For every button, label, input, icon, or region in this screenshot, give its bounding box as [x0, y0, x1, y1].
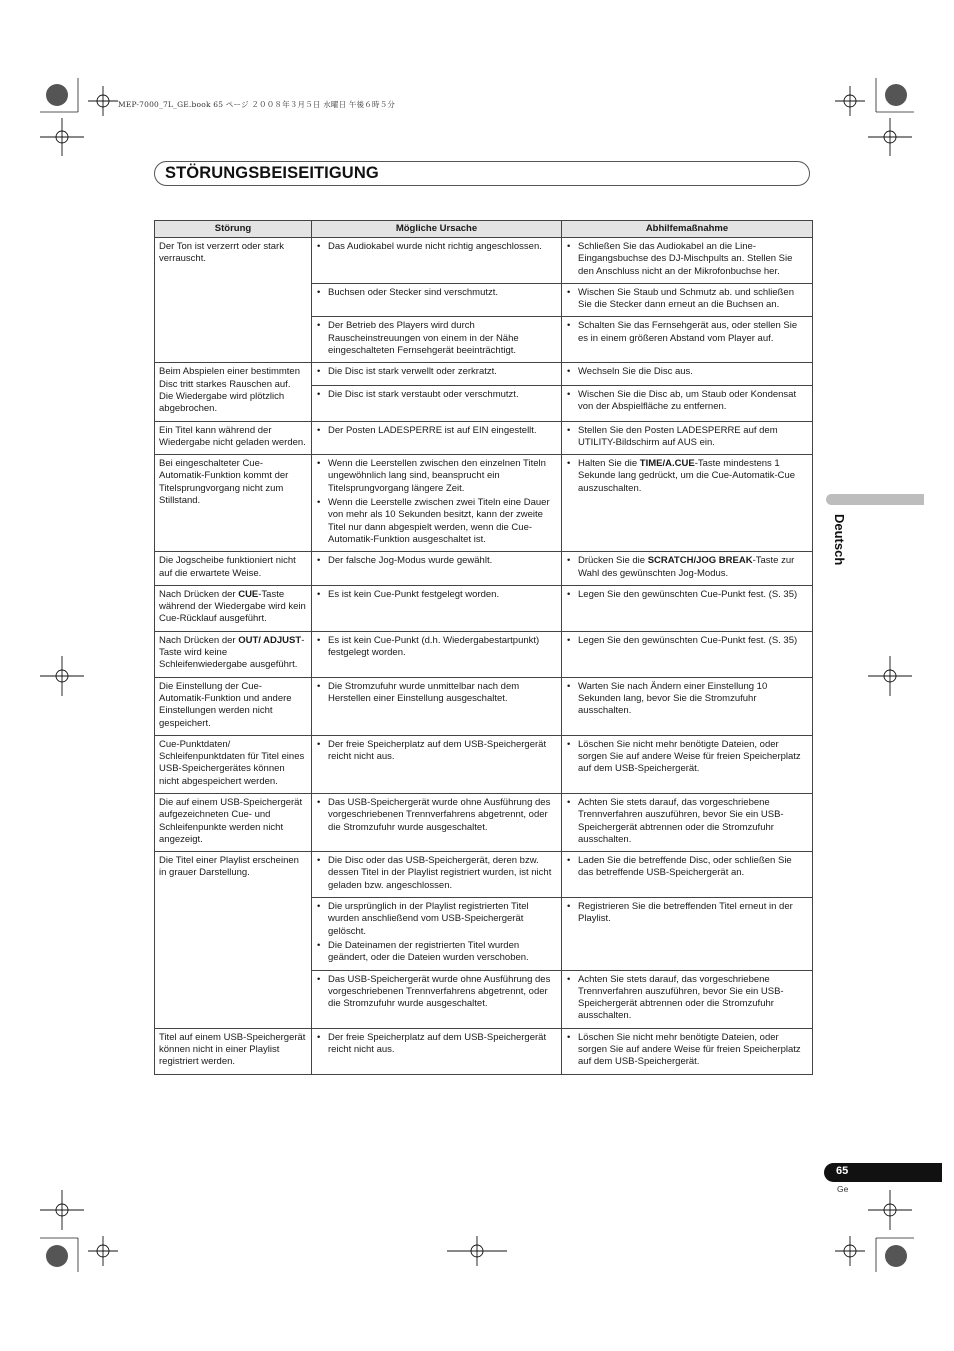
remedy-item — [578, 555, 808, 580]
cause-list — [316, 425, 557, 437]
remedy-list — [566, 589, 808, 601]
header-row — [155, 221, 813, 238]
page-number: 65 — [836, 1165, 849, 1177]
symptom-cell: Cue-Punktdaten/ Schleifenpunktdaten für Titel eines USB-Speichergerätes können nicht abgespeichert werden. — [155, 735, 312, 793]
remedy-list — [566, 555, 808, 580]
remedy-item: • Registrieren Sie die betreffenden Titel erneut in der Playlist. — [578, 901, 808, 926]
cause-list — [316, 366, 557, 378]
remedy-item: • Achten Sie stets darauf, das vorgeschriebene Trennverfahren auszuführen, bevor Sie ein USB-Speichergerät abtrennen oder die Stromzufuhr ausschalten. — [578, 974, 808, 1023]
cause-item: • Der falsche Jog-Modus wurde gewählt. — [328, 555, 557, 567]
remedy-cell — [562, 363, 813, 386]
cause-list — [316, 1032, 557, 1057]
cause-list — [316, 901, 557, 964]
remedy-item: • Legen Sie den gewünschten Cue-Punkt fest. (S. 35) — [578, 635, 808, 647]
cause-cell — [312, 631, 562, 677]
remedy-cell — [562, 585, 813, 631]
cause-list — [316, 287, 557, 299]
remedy-item: • Wechseln Sie die Disc aus. — [578, 366, 808, 378]
language-label: Deutsch — [832, 514, 847, 566]
table-row — [155, 455, 813, 552]
section-title-bar — [154, 161, 810, 186]
text: -Taste wird keine Schleifenwiedergabe ausgeführt. — [159, 634, 305, 671]
remedy-item: • Legen Sie den gewünschten Cue-Punkt fest. (S. 35) — [578, 589, 808, 601]
remedy-cell — [562, 455, 813, 552]
remedy-list — [566, 855, 808, 880]
symptom-cell: Der Ton ist verzerrt oder stark verrauscht. — [155, 238, 312, 363]
remedy-item: • Löschen Sie nicht mehr benötigte Dateien, oder sorgen Sie auf andere Weise für freien Speicherplatz auf dem USB-Speichergerät. — [578, 739, 808, 776]
cause-item: • Die Disc oder das USB-Speichergerät, deren bzw. dessen Titel in der Playlist registriert wurden, ist nicht geladen bzw. angeschlossen. — [328, 855, 557, 892]
remedy-cell — [562, 735, 813, 793]
cause-list — [316, 974, 557, 1011]
cause-item: • Die Disc ist stark verwellt oder zerkratzt. — [328, 366, 557, 378]
cause-list — [316, 389, 557, 401]
column-header-cause: Mögliche Ursache — [312, 221, 562, 238]
table-body — [155, 238, 813, 1075]
symptom-cell: Beim Abspielen einer bestimmten Disc tritt starkes Rauschen auf. Die Wiedergabe wird plötzlich abgebrochen. — [155, 363, 312, 421]
remedy-cell — [562, 1028, 813, 1074]
text: -Taste während der Wiedergabe wird kein Cue-Rücklauf ausgeführt. — [159, 588, 306, 625]
cause-item: • Das USB-Speichergerät wurde ohne Ausführung des vorgeschriebenen Trennverfahrens abgetrennt, oder die Stromzufuhr wurde ausgeschaltet. — [328, 797, 557, 834]
text: Nach Drücken der — [159, 634, 239, 646]
cause-item: • Wenn die Leerstelle zwischen zwei Titeln eine Dauer von mehr als 10 Sekunden besitzt, kann der zweite Titel nur dann abgespielt werden, wenn die Cue-Automatik-Funktion ausgeschaltet ist. — [328, 497, 557, 546]
cause-list — [316, 797, 557, 834]
text: -Taste mindestens 1 Sekunde lang gedrückt, um die Cue-Automatik-Cue auszuschalten. — [578, 458, 796, 494]
table-row — [155, 585, 813, 631]
table-row — [155, 421, 813, 455]
cause-item: • Wenn die Leerstellen zwischen den einzelnen Titeln ungewöhnlich lang sind, beansprucht ein Titelsprungvorgang längere Zeit. — [328, 458, 557, 495]
remedy-item: • Wischen Sie die Disc ab, um Staub oder Kondensat von der Abspielfläche zu entfernen. — [578, 389, 808, 414]
cause-cell — [312, 677, 562, 735]
print-job-info: MEP-7000_7L_GE.book 65 ページ ２００８年３月５日 水曜日 午後６時５分 — [118, 100, 396, 109]
troubleshooting-table — [154, 220, 813, 1075]
table-row — [155, 238, 813, 284]
cause-item: • Der freie Speicherplatz auf dem USB-Speichergerät reicht nicht aus. — [328, 1032, 557, 1057]
cause-cell — [312, 363, 562, 386]
remedy-list — [566, 635, 808, 647]
table-row — [155, 631, 813, 677]
remedy-list — [566, 681, 808, 718]
cause-cell — [312, 552, 562, 586]
cause-cell — [312, 421, 562, 455]
cause-item: • Der freie Speicherplatz auf dem USB-Speichergerät reicht nicht aus. — [328, 739, 557, 764]
symptom-cell: Ein Titel kann während der Wiedergabe nicht geladen werden. — [155, 421, 312, 455]
remedy-list — [566, 389, 808, 414]
symptom-cell: Bei eingeschalteter Cue-Automatik-Funktion kommt der Titelsprungvorgang nicht zum Stillstand. — [155, 455, 312, 552]
column-header-symptom: Störung — [155, 221, 312, 238]
table-row — [155, 793, 813, 851]
remedy-item: • Schalten Sie das Fernsehgerät aus, oder stellen Sie es in einem größeren Abstand vom Player auf. — [578, 320, 808, 345]
remedy-list — [566, 1032, 808, 1069]
cause-list — [316, 681, 557, 706]
remedy-cell — [562, 421, 813, 455]
remedy-list — [566, 901, 808, 926]
cause-cell — [312, 1028, 562, 1074]
cause-item: • Die Disc ist stark verstaubt oder verschmutzt. — [328, 389, 557, 401]
table-row — [155, 677, 813, 735]
remedy-cell — [562, 970, 813, 1028]
cause-item: • Der Posten LADESPERRE ist auf EIN eingestellt. — [328, 425, 557, 437]
table-row — [155, 735, 813, 793]
symptom-cell — [155, 631, 312, 677]
table-row — [155, 363, 813, 386]
page-number-tab — [824, 1163, 942, 1182]
remedy-list — [566, 241, 808, 278]
remedy-cell — [562, 852, 813, 898]
cause-item: • Es ist kein Cue-Punkt festgelegt worden. — [328, 589, 557, 601]
text: Halten Sie die — [578, 458, 640, 470]
table-row — [155, 552, 813, 586]
cause-list — [316, 320, 557, 357]
symptom-cell: Die Titel einer Playlist erscheinen in grauer Darstellung. — [155, 852, 312, 1029]
remedy-cell — [562, 898, 813, 970]
cause-list — [316, 458, 557, 546]
cause-item: • Die ursprünglich in der Playlist registrierten Titel wurden anschließend vom USB-Speichergerät gelöscht. — [328, 901, 557, 938]
remedy-item: • Löschen Sie nicht mehr benötigte Dateien, oder sorgen Sie auf andere Weise für freien Speicherplatz auf dem USB-Speichergerät. — [578, 1032, 808, 1069]
remedy-cell — [562, 238, 813, 284]
cause-cell — [312, 735, 562, 793]
remedy-list — [566, 797, 808, 846]
remedy-list — [566, 458, 808, 495]
remedy-cell — [562, 283, 813, 317]
cause-item: • Es ist kein Cue-Punkt (d.h. Wiedergabestartpunkt) festgelegt worden. — [328, 635, 557, 660]
remedy-item: • Schließen Sie das Audiokabel an die Line-Eingangsbuchse des DJ-Mischpults an. Stellen Sie den Anschluss nicht an der Mikrofonbuchse her. — [578, 241, 808, 278]
remedy-list — [566, 425, 808, 450]
remedy-list — [566, 320, 808, 345]
remedy-cell — [562, 552, 813, 586]
text: Nach Drücken der — [159, 588, 239, 600]
cause-list — [316, 241, 557, 253]
remedy-item: • Warten Sie nach Ändern einer Einstellung 10 Sekunden lang, bevor Sie die Stromzufuhr ausschalten. — [578, 681, 808, 718]
cause-cell — [312, 455, 562, 552]
cause-cell — [312, 852, 562, 898]
table-row — [155, 1028, 813, 1074]
symptom-cell — [155, 585, 312, 631]
cause-cell — [312, 317, 562, 363]
cause-list — [316, 855, 557, 892]
cause-item: • Das USB-Speichergerät wurde ohne Ausführung des vorgeschriebenen Trennverfahrens abgetrennt, oder die Stromzufuhr wurde ausgeschaltet. — [328, 974, 557, 1011]
remedy-cell — [562, 631, 813, 677]
remedy-item: • Wischen Sie Staub und Schmutz ab. und schließen Sie die Stecker dann erneut an die Buchsen an. — [578, 287, 808, 312]
remedy-cell — [562, 385, 813, 421]
cause-item: • Das Audiokabel wurde nicht richtig angeschlossen. — [328, 241, 557, 253]
cause-list — [316, 739, 557, 764]
symptom-cell: Die Einstellung der Cue-Automatik-Funktion und andere Einstellungen werden nicht gespeichert. — [155, 677, 312, 735]
table-row — [155, 852, 813, 898]
remedy-item: • Stellen Sie den Posten LADESPERRE auf dem UTILITY-Bildschirm auf AUS ein. — [578, 425, 808, 450]
remedy-item: • Achten Sie stets darauf, das vorgeschriebene Trennverfahren auszuführen, bevor Sie ein USB-Speichergerät abtrennen oder die Stromzufuhr ausschalten. — [578, 797, 808, 846]
cause-cell — [312, 385, 562, 421]
remedy-list — [566, 287, 808, 312]
cause-item: • Der Betrieb des Players wird durch Rauscheinstreuungen von einem in der Nähe eingeschalteten Fernsehgerät beeinträchtigt. — [328, 320, 557, 357]
cause-cell — [312, 238, 562, 284]
remedy-cell — [562, 677, 813, 735]
remedy-list — [566, 974, 808, 1023]
page-language-code: Ge — [837, 1184, 849, 1194]
cause-cell — [312, 585, 562, 631]
remedy-list — [566, 739, 808, 776]
cause-item: • Die Dateinamen der registrierten Titel wurden geändert, oder die Dateien wurden verschoben. — [328, 940, 557, 965]
column-header-remedy: Abhilfemaßnahme — [562, 221, 813, 238]
language-side-tab — [826, 494, 924, 505]
cause-item: • Die Stromzufuhr wurde unmittelbar nach dem Herstellen einer Einstellung ausgeschaltet. — [328, 681, 557, 706]
table-header — [155, 221, 813, 238]
remedy-cell — [562, 317, 813, 363]
text: Drücken Sie die — [578, 555, 648, 567]
cause-item: • Buchsen oder Stecker sind verschmutzt. — [328, 287, 557, 299]
key-label: SCRATCH/JOG BREAK — [647, 555, 753, 567]
key-label: OUT/ ADJUST — [238, 634, 302, 646]
remedy-item: • Laden Sie die betreffende Disc, oder schließen Sie das betreffende USB-Speichergerät an. — [578, 855, 808, 880]
symptom-cell: Die Jogscheibe funktioniert nicht auf die erwartete Weise. — [155, 552, 312, 586]
cause-cell — [312, 898, 562, 970]
remedy-list — [566, 366, 808, 378]
key-label: TIME/A.CUE — [639, 458, 695, 470]
text: -Taste zur Wahl des gewünschten Jog-Modus. — [578, 555, 795, 579]
symptom-cell: Die auf einem USB-Speichergerät aufgezeichneten Cue- und Schleifenpunkte werden nicht angezeigt. — [155, 793, 312, 851]
remedy-cell — [562, 793, 813, 851]
cause-cell — [312, 283, 562, 317]
cause-list — [316, 589, 557, 601]
cause-cell — [312, 793, 562, 851]
cause-list — [316, 555, 557, 567]
key-label: CUE — [238, 588, 259, 600]
symptom-cell: Titel auf einem USB-Speichergerät können nicht in einer Playlist registriert werden. — [155, 1028, 312, 1074]
cause-cell — [312, 970, 562, 1028]
cause-list — [316, 635, 557, 660]
remedy-item — [578, 458, 808, 495]
section-title: STÖRUNGSBEISEITIGUNG — [165, 164, 379, 182]
